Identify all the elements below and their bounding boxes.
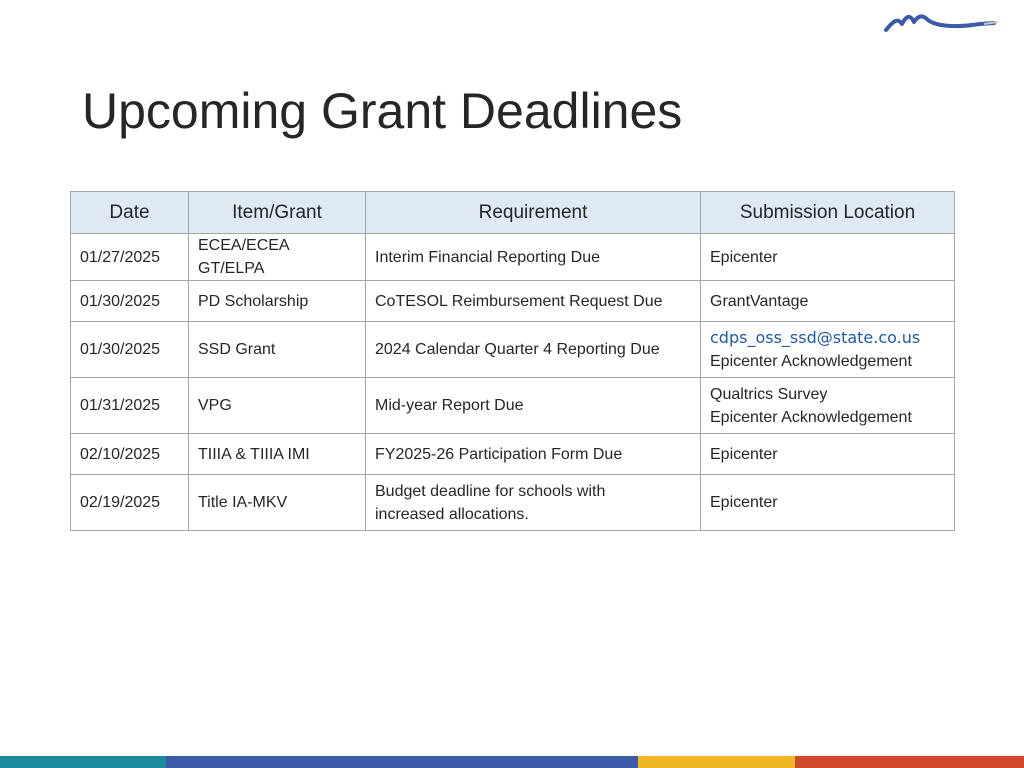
requirement-line: increased allocations. [375, 505, 529, 523]
deadlines-table [70, 191, 955, 531]
requirement-cell [366, 475, 701, 531]
requirement-cell: Interim Financial Reporting Due [366, 234, 701, 281]
header-submission-location: Submission Location [701, 192, 955, 234]
header-date: Date [71, 192, 189, 234]
email-link[interactable]: cdps_oss_ssd@state.co.us [710, 328, 921, 347]
date-cell: 01/30/2025 [71, 281, 189, 322]
table-row [71, 434, 955, 475]
location-cell: Epicenter [701, 475, 955, 531]
mountain-logo-icon [884, 10, 1000, 36]
location-line: Qualtrics Survey [710, 385, 828, 403]
footer-color-bar [0, 756, 1024, 768]
date-cell: 01/31/2025 [71, 378, 189, 434]
item-cell: TIIIA & TIIIA IMI [189, 434, 366, 475]
table-header-row [71, 192, 955, 234]
date-cell: 02/10/2025 [71, 434, 189, 475]
requirement-cell: CoTESOL Reimbursement Request Due [366, 281, 701, 322]
location-cell: Epicenter [701, 434, 955, 475]
location-cell [701, 378, 955, 434]
item-cell: Title IA-MKV [189, 475, 366, 531]
location-cell: Epicenter [701, 234, 955, 281]
page-title: Upcoming Grant Deadlines [82, 83, 683, 139]
table-row [71, 234, 955, 281]
location-line: Epicenter Acknowledgement [710, 353, 912, 370]
table-row [71, 322, 955, 378]
footer-segment-teal [0, 756, 166, 768]
requirement-line: Budget deadline for schools with [375, 482, 606, 500]
date-cell: 01/27/2025 [71, 234, 189, 281]
requirement-cell: 2024 Calendar Quarter 4 Reporting Due [366, 322, 701, 378]
item-cell: PD Scholarship [189, 281, 366, 322]
header-requirement: Requirement [366, 192, 701, 234]
item-cell: VPG [189, 378, 366, 434]
location-line: Epicenter Acknowledgement [710, 408, 912, 426]
location-cell [701, 322, 955, 378]
requirement-cell: Mid-year Report Due [366, 378, 701, 434]
header-item-grant: Item/Grant [189, 192, 366, 234]
date-cell: 02/19/2025 [71, 475, 189, 531]
footer-segment-red [795, 756, 1024, 768]
item-cell: SSD Grant [189, 322, 366, 378]
requirement-cell: FY2025-26 Participation Form Due [366, 434, 701, 475]
table-row [71, 281, 955, 322]
footer-segment-blue [166, 756, 638, 768]
location-cell: GrantVantage [701, 281, 955, 322]
item-cell: ECEA/ECEA GT/ELPA [189, 234, 366, 281]
table-row [71, 475, 955, 531]
table-row [71, 378, 955, 434]
date-cell: 01/30/2025 [71, 322, 189, 378]
footer-segment-gold [638, 756, 795, 768]
